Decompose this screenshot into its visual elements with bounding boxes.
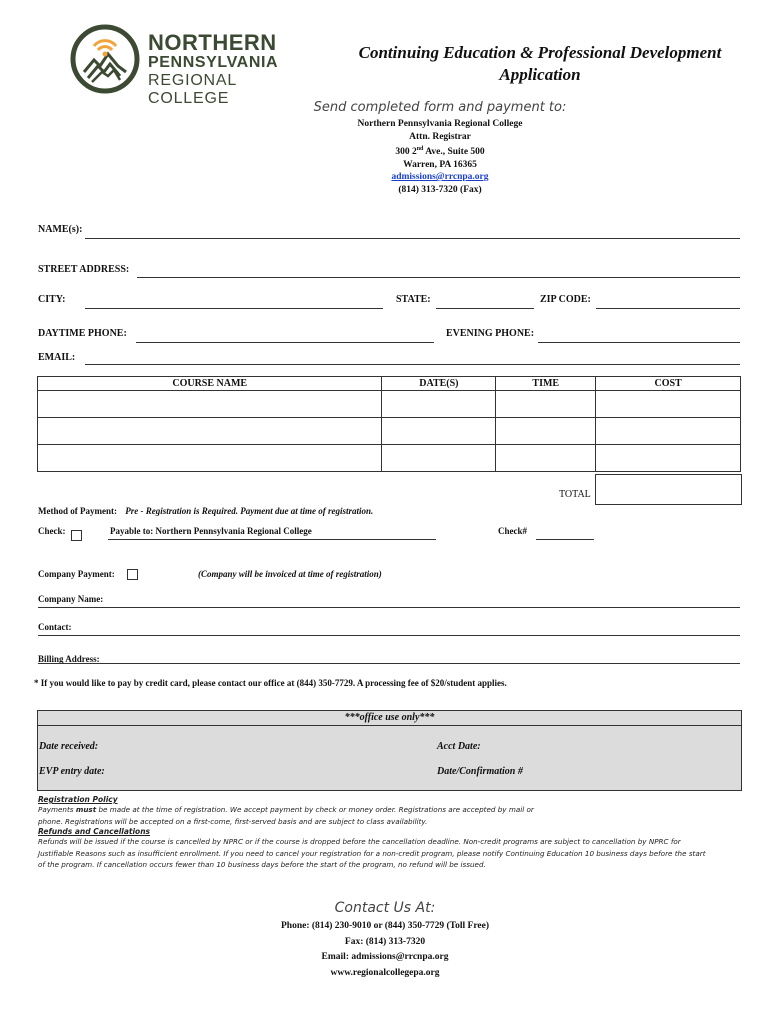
check-number-label: Check# (498, 526, 527, 536)
street-label: STREET ADDRESS: (38, 264, 130, 275)
time-cell[interactable] (496, 418, 596, 445)
contact-website: www.regionalcollegepa.org (330, 967, 440, 978)
eve-phone-label: EVENING PHONE: (446, 328, 535, 339)
contact-phone: Phone: (814) 230-9010 or (844) 350-7729 (Toll Free) (280, 921, 489, 931)
office-use-heading: ***office use only*** (38, 711, 741, 726)
city-label: CITY: (38, 294, 66, 305)
method-label: Method of Payment: (38, 506, 117, 516)
billing-address-input[interactable] (38, 663, 740, 664)
col-cost: COST (596, 377, 741, 391)
payable-line (108, 539, 436, 540)
registration-policy-text: Payments must be made at the time of registration. We accept payment by check or money order. Registrations are accepted by mail or phone. Registrations will be accepted on a first-come, first-served basis and are subject to class availability. (38, 805, 534, 826)
company-note: (Company will be invoiced at time of registration) (198, 569, 382, 579)
form-title-line1: Continuing Education & Professional Development (358, 43, 722, 62)
acct-date-label: Acct Date: (437, 741, 481, 752)
street-input[interactable] (137, 277, 740, 278)
course-table-header (38, 377, 741, 391)
mailing-address (290, 118, 590, 196)
cost-cell[interactable] (596, 391, 741, 418)
state-input[interactable] (436, 308, 534, 309)
check-checkbox[interactable] (71, 530, 82, 541)
contact-fax: Fax: (814) 313-7320 (344, 936, 426, 947)
dates-cell[interactable] (382, 445, 496, 472)
course-name-cell[interactable] (38, 418, 382, 445)
cost-cell[interactable] (596, 418, 741, 445)
refunds-heading: Refunds and Cancellations (38, 827, 151, 836)
date-received-label: Date received: (39, 741, 99, 752)
contact-label: Contact: (38, 622, 72, 632)
col-time: TIME (496, 377, 596, 391)
address-line-street: 300 2nd Ave., Suite 500 (395, 146, 485, 158)
form-title (330, 42, 750, 86)
admissions-email-link[interactable]: admissions@rrcnpa.org (391, 172, 489, 183)
names-input[interactable] (85, 238, 740, 239)
table-row (38, 391, 741, 418)
policy-section (38, 795, 748, 871)
address-line-college: Northern Pennsylvania Regional College (357, 119, 523, 129)
names-label: NAME(s): (38, 224, 83, 235)
logo-line2: PENNSYLVANIA (148, 54, 279, 71)
evp-date-label: EVP entry date: (39, 766, 105, 777)
contact-info (185, 919, 585, 981)
course-table (37, 376, 741, 472)
total-input[interactable] (595, 474, 742, 505)
contact-heading: Contact Us At: (334, 900, 436, 916)
contact-input[interactable] (38, 635, 740, 636)
college-logo (70, 24, 285, 107)
col-course-name: COURSE NAME (38, 377, 382, 391)
email-input[interactable] (85, 364, 740, 365)
check-label: Check: (38, 526, 66, 536)
form-title-line2: Application (499, 65, 581, 84)
company-name-input[interactable] (38, 607, 740, 608)
email-label: EMAIL: (38, 352, 76, 363)
city-input[interactable] (85, 308, 383, 309)
state-label: STATE: (396, 294, 431, 305)
address-line-fax: (814) 313-7320 (Fax) (398, 184, 482, 195)
day-phone-input[interactable] (136, 342, 434, 343)
company-name-label: Company Name: (38, 594, 104, 604)
contact-email: Email: admissions@rrcnpa.org (321, 952, 449, 962)
address-line-attn: Attn. Registrar (409, 131, 471, 142)
dates-cell[interactable] (382, 391, 496, 418)
cost-cell[interactable] (596, 445, 741, 472)
dates-cell[interactable] (382, 418, 496, 445)
total-label: TOTAL (559, 489, 591, 500)
day-phone-label: DAYTIME PHONE: (38, 328, 127, 339)
col-dates: DATE(S) (382, 377, 496, 391)
company-payment-checkbox[interactable] (127, 569, 138, 580)
company-payment-label: Company Payment: (38, 569, 115, 579)
table-row (38, 445, 741, 472)
office-use-box (37, 710, 742, 791)
logo-line1: NORTHERN (148, 30, 277, 55)
send-to-heading: Send completed form and payment to: (313, 100, 567, 115)
time-cell[interactable] (496, 391, 596, 418)
refunds-text: Refunds will be issued if the course is cancelled by NPRC or if the course is dropped before the cancellation deadline. Non-credit programs are subject to cancellation by NPRC for Justifiable Reasons such as insufficient enrollment. If you need to cancel your registration for a non-credit program, please notify Continuing Education 10 business days before the start of the program. If cancellation occurs fewer than 10 business days before the start of the program, no refund will be issued. (38, 837, 706, 869)
eve-phone-input[interactable] (538, 342, 740, 343)
address-line-city: Warren, PA 16365 (403, 159, 477, 170)
course-name-cell[interactable] (38, 391, 382, 418)
zip-input[interactable] (596, 308, 740, 309)
check-number-input[interactable] (536, 539, 594, 540)
registration-policy-heading: Registration Policy (38, 795, 118, 804)
time-cell[interactable] (496, 445, 596, 472)
method-note: Pre - Registration is Required. Payment due at time of registration. (125, 506, 374, 516)
credit-card-note: * If you would like to pay by credit card, please contact our office at (844) 350-7729. A processing fee of $20/student applies. (34, 678, 507, 688)
table-row (38, 418, 741, 445)
confirmation-label: Date/Confirmation # (437, 766, 523, 777)
logo-emblem-icon (70, 24, 140, 94)
zip-label: ZIP CODE: (540, 294, 591, 305)
payment-method (38, 506, 373, 516)
course-name-cell[interactable] (38, 445, 382, 472)
logo-line3: REGIONAL COLLEGE (148, 72, 237, 107)
payable-to: Payable to: Northern Pennsylvania Regional College (110, 526, 312, 536)
billing-address-label: Billing Address: (38, 654, 100, 664)
